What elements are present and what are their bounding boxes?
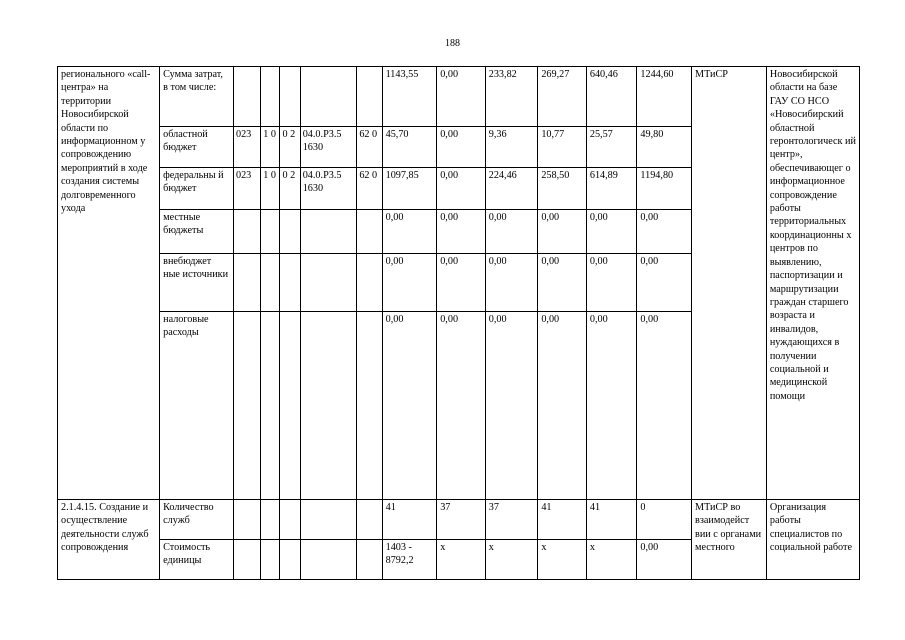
value-cell: 0,00 xyxy=(437,168,486,210)
row-label: федеральны й бюджет xyxy=(160,168,234,210)
value-cell: х xyxy=(586,540,637,580)
value-cell: 1143,55 xyxy=(382,67,437,127)
value-cell: 0,00 xyxy=(637,540,692,580)
value-cell: 0 xyxy=(637,500,692,540)
value-cell: 49,80 xyxy=(637,127,692,168)
value-cell: 224,46 xyxy=(485,168,538,210)
table-row xyxy=(58,67,860,127)
value-cell: 0,00 xyxy=(538,210,587,254)
table-row: федеральны й бюджет 023 1 0 0 2 04.0.P3.5 1630 62 0 1097,85 0,00 224,46 258,50 614,89 1194,80 xyxy=(58,168,860,210)
value-cell: 0,00 xyxy=(538,254,587,312)
row-label: Сумма затрат, в том числе: xyxy=(160,67,234,127)
value-cell: 41 xyxy=(586,500,637,540)
value-cell: 45,70 xyxy=(382,127,437,168)
expected-result: Организация работы специалистов по социальной работе xyxy=(766,500,859,580)
value-cell: 0,00 xyxy=(485,254,538,312)
table-row: областной бюджет 023 1 0 0 2 04.0.P3.5 1630 62 0 45,70 0,00 9,36 10,77 25,57 49,80 xyxy=(58,127,860,168)
value-cell: 0,00 xyxy=(586,254,637,312)
value-cell: 1097,85 xyxy=(382,168,437,210)
value-cell: 41 xyxy=(538,500,587,540)
value-cell: 25,57 xyxy=(586,127,637,168)
expected-result: Новосибирской области на базе ГАУ СО НСО «Новосибирский областной геронтологическ ий центр», обеспечивающег о информационное сопровождение работы территориальных координационны х центров по выявлению, паспортизации и маршрутизации граждан старшего возраста и инвалидов, нуждающихся в получении социальной и медицинской помощи xyxy=(766,67,859,500)
value-cell: 0,00 xyxy=(437,127,486,168)
value-cell: 0,00 xyxy=(382,210,437,254)
value-cell: 0,00 xyxy=(437,254,486,312)
table-row xyxy=(58,500,860,540)
value-cell: 9,36 xyxy=(485,127,538,168)
budget-table xyxy=(57,66,860,580)
value-cell: 0,00 xyxy=(637,312,692,500)
value-cell: 37 xyxy=(437,500,486,540)
value-cell: 269,27 xyxy=(538,67,587,127)
measure-name: регионального «call-центра» на территории Новосибирской области по информационном у сопровождению мероприятий в ходе создания системы долговременного ухода xyxy=(58,67,160,500)
value-cell: 0,00 xyxy=(637,254,692,312)
value-cell: 0,00 xyxy=(586,312,637,500)
value-cell: 258,50 xyxy=(538,168,587,210)
page-number: 188 xyxy=(445,38,460,49)
value-cell: 0,00 xyxy=(485,312,538,500)
value-cell: 0,00 xyxy=(437,67,486,127)
row-label: внебюджет ные источники xyxy=(160,254,234,312)
value-cell: 1194,80 xyxy=(637,168,692,210)
value-cell: х xyxy=(538,540,587,580)
row-label: Количество служб xyxy=(160,500,234,540)
row-label: Стоимость единицы xyxy=(160,540,234,580)
value-cell: х xyxy=(485,540,538,580)
value-cell: 0,00 xyxy=(586,210,637,254)
value-cell: 41 xyxy=(382,500,437,540)
value-cell: 0,00 xyxy=(382,312,437,500)
row-label: местные бюджеты xyxy=(160,210,234,254)
value-cell: х xyxy=(437,540,486,580)
value-cell: 1403 - 8792,2 xyxy=(382,540,437,580)
measure-name: 2.1.4.15. Создание и осуществление деятельности служб сопровождения xyxy=(58,500,160,580)
value-cell: 0,00 xyxy=(437,210,486,254)
value-cell: 37 xyxy=(485,500,538,540)
value-cell: 640,46 xyxy=(586,67,637,127)
value-cell: 0,00 xyxy=(637,210,692,254)
value-cell: 0,00 xyxy=(382,254,437,312)
executor: МТиСР xyxy=(692,67,767,500)
row-label: налоговые расходы xyxy=(160,312,234,500)
row-label: областной бюджет xyxy=(160,127,234,168)
executor: МТиСР во взаимодейст вии с органами местного xyxy=(692,500,767,580)
value-cell: 10,77 xyxy=(538,127,587,168)
value-cell: 233,82 xyxy=(485,67,538,127)
value-cell: 1244,60 xyxy=(637,67,692,127)
value-cell: 0,00 xyxy=(437,312,486,500)
value-cell: 614,89 xyxy=(586,168,637,210)
value-cell: 0,00 xyxy=(485,210,538,254)
value-cell: 0,00 xyxy=(538,312,587,500)
